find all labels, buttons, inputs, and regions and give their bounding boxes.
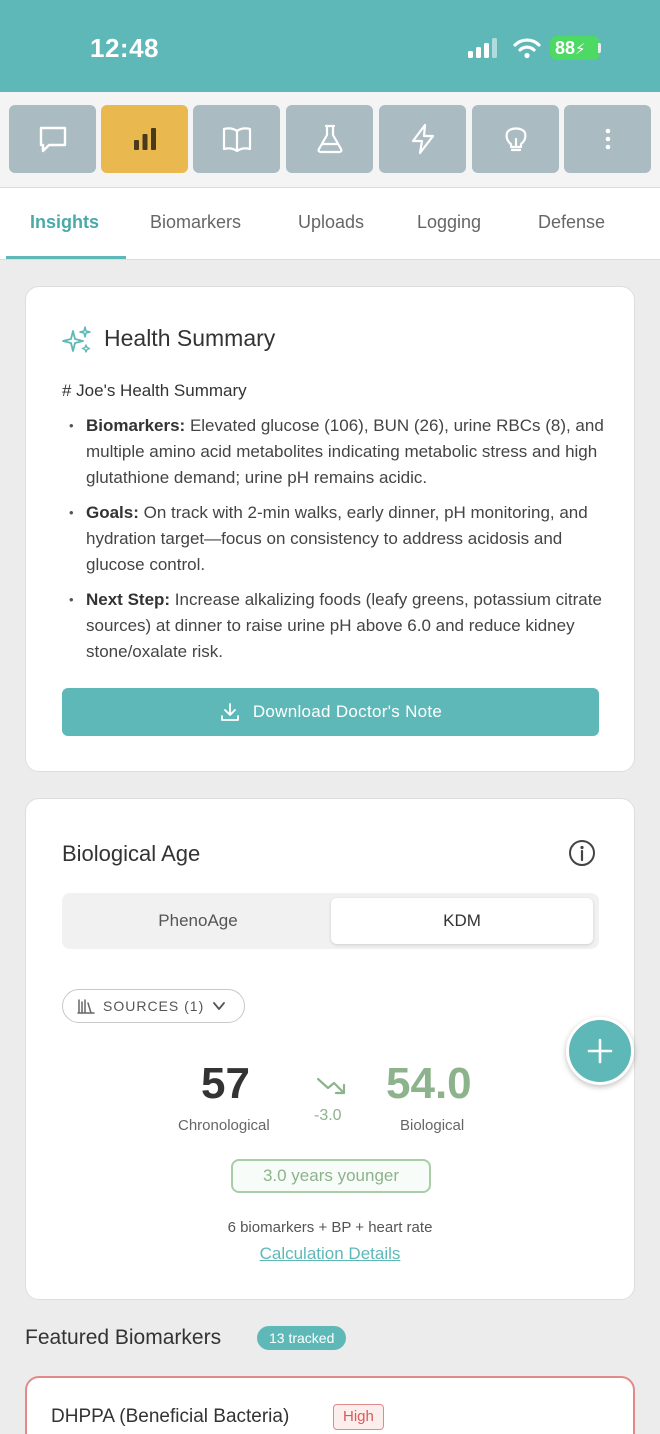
tab-insights[interactable]: Insights — [30, 212, 100, 232]
add-fab-button[interactable] — [566, 1017, 634, 1085]
bio-age-title: Biological Age — [62, 841, 201, 866]
chronological-age: 57 — [201, 1059, 250, 1108]
more-button[interactable] — [564, 105, 651, 173]
battery-tip — [598, 43, 601, 53]
tab-uploads[interactable]: Uploads — [298, 212, 365, 232]
download-label: Download Doctor's Note — [252, 702, 443, 721]
tracked-count-badge: 13 tracked — [257, 1326, 346, 1350]
calculation-details-link[interactable]: Calculation Details — [259, 1244, 401, 1263]
tab-biomarkers[interactable]: Biomarkers — [150, 212, 242, 232]
battery-indicator — [550, 36, 600, 60]
biological-age: 54.0 — [386, 1059, 472, 1108]
tab-defense[interactable]: Defense — [538, 212, 606, 232]
health-summary-card — [25, 286, 635, 772]
featured-biomarkers-title: Featured Biomarkers — [25, 1326, 222, 1349]
bullet-text: On track with 2-min walks, early dinner, pH monitoring, and hydration target—focus on consistency to address acidosis and glucose control. — [86, 503, 588, 574]
option-kdm[interactable]: KDM — [331, 898, 593, 944]
bullet-text: Elevated glucose (106), BUN (26), urine RBCs (8), and multiple amino acid metabolites indicating metabolic stress and high glutathione demand; urine pH remains acidic. — [86, 416, 604, 487]
age-delta: -3.0 — [314, 1107, 342, 1124]
toolbar — [0, 92, 660, 188]
library-button[interactable] — [193, 105, 280, 173]
book-icon — [220, 122, 254, 156]
lightning-icon — [406, 122, 440, 156]
summary-bullet-goals — [86, 500, 606, 578]
chat-button[interactable] — [9, 105, 96, 173]
status-time: 12:48 — [90, 33, 159, 63]
option-phenoage[interactable]: PhenoAge — [158, 911, 238, 930]
battery-level: 88 — [555, 38, 576, 58]
download-doctors-note-button[interactable] — [62, 688, 599, 736]
bullet-label: Goals: — [86, 503, 139, 522]
cellular-signal-icon — [468, 38, 500, 58]
chat-icon — [36, 122, 70, 156]
status-bar — [0, 0, 660, 92]
sparkle-icon — [62, 325, 92, 355]
lightbulb-icon — [499, 122, 533, 156]
tab-bar — [0, 188, 660, 260]
ideas-button[interactable] — [472, 105, 559, 173]
lab-button[interactable] — [286, 105, 373, 173]
active-tab-indicator — [6, 256, 126, 259]
trend-down-icon — [316, 1075, 348, 1099]
info-icon[interactable] — [568, 839, 596, 867]
download-icon — [219, 701, 241, 723]
biological-age-card — [25, 798, 635, 1300]
summary-bullet-next-step — [86, 587, 606, 665]
biomarker-name: DHPPA (Beneficial Bacteria) — [51, 1406, 290, 1427]
sources-dropdown[interactable] — [62, 989, 245, 1023]
flask-icon — [313, 122, 347, 156]
age-model-selector — [62, 893, 599, 949]
wifi-icon — [513, 37, 541, 59]
calculation-note: 6 biomarkers + BP + heart rate — [227, 1219, 433, 1236]
charging-icon: ⚡ — [575, 41, 586, 58]
bar-chart-icon — [128, 122, 162, 156]
plus-icon — [585, 1036, 615, 1066]
bullet-label: Next Step: — [86, 590, 171, 609]
library-books-icon — [77, 997, 95, 1015]
tab-logging[interactable]: Logging — [417, 212, 482, 232]
actions-button[interactable] — [379, 105, 466, 173]
status-badge: High — [333, 1404, 384, 1430]
summary-heading: # Joe's Health Summary — [62, 381, 247, 400]
bullet-label: Biomarkers: — [86, 416, 186, 435]
chevron-down-icon — [212, 999, 226, 1013]
summary-bullet-biomarkers — [86, 413, 606, 491]
sources-label: SOURCES (1) — [103, 998, 205, 1014]
chronological-label: Chronological — [178, 1117, 270, 1134]
biological-label: Biological — [400, 1117, 465, 1134]
younger-badge: 3.0 years younger — [231, 1159, 431, 1193]
biomarker-card[interactable] — [25, 1376, 635, 1434]
insights-button[interactable] — [101, 105, 188, 173]
more-vertical-icon — [591, 122, 625, 156]
bullet-text: Increase alkalizing foods (leafy greens, potassium citrate sources) at dinner to raise urine pH above 6.0 and reduce kidney stone/oxalate risk. — [86, 590, 602, 661]
summary-title: Health Summary — [104, 325, 276, 351]
